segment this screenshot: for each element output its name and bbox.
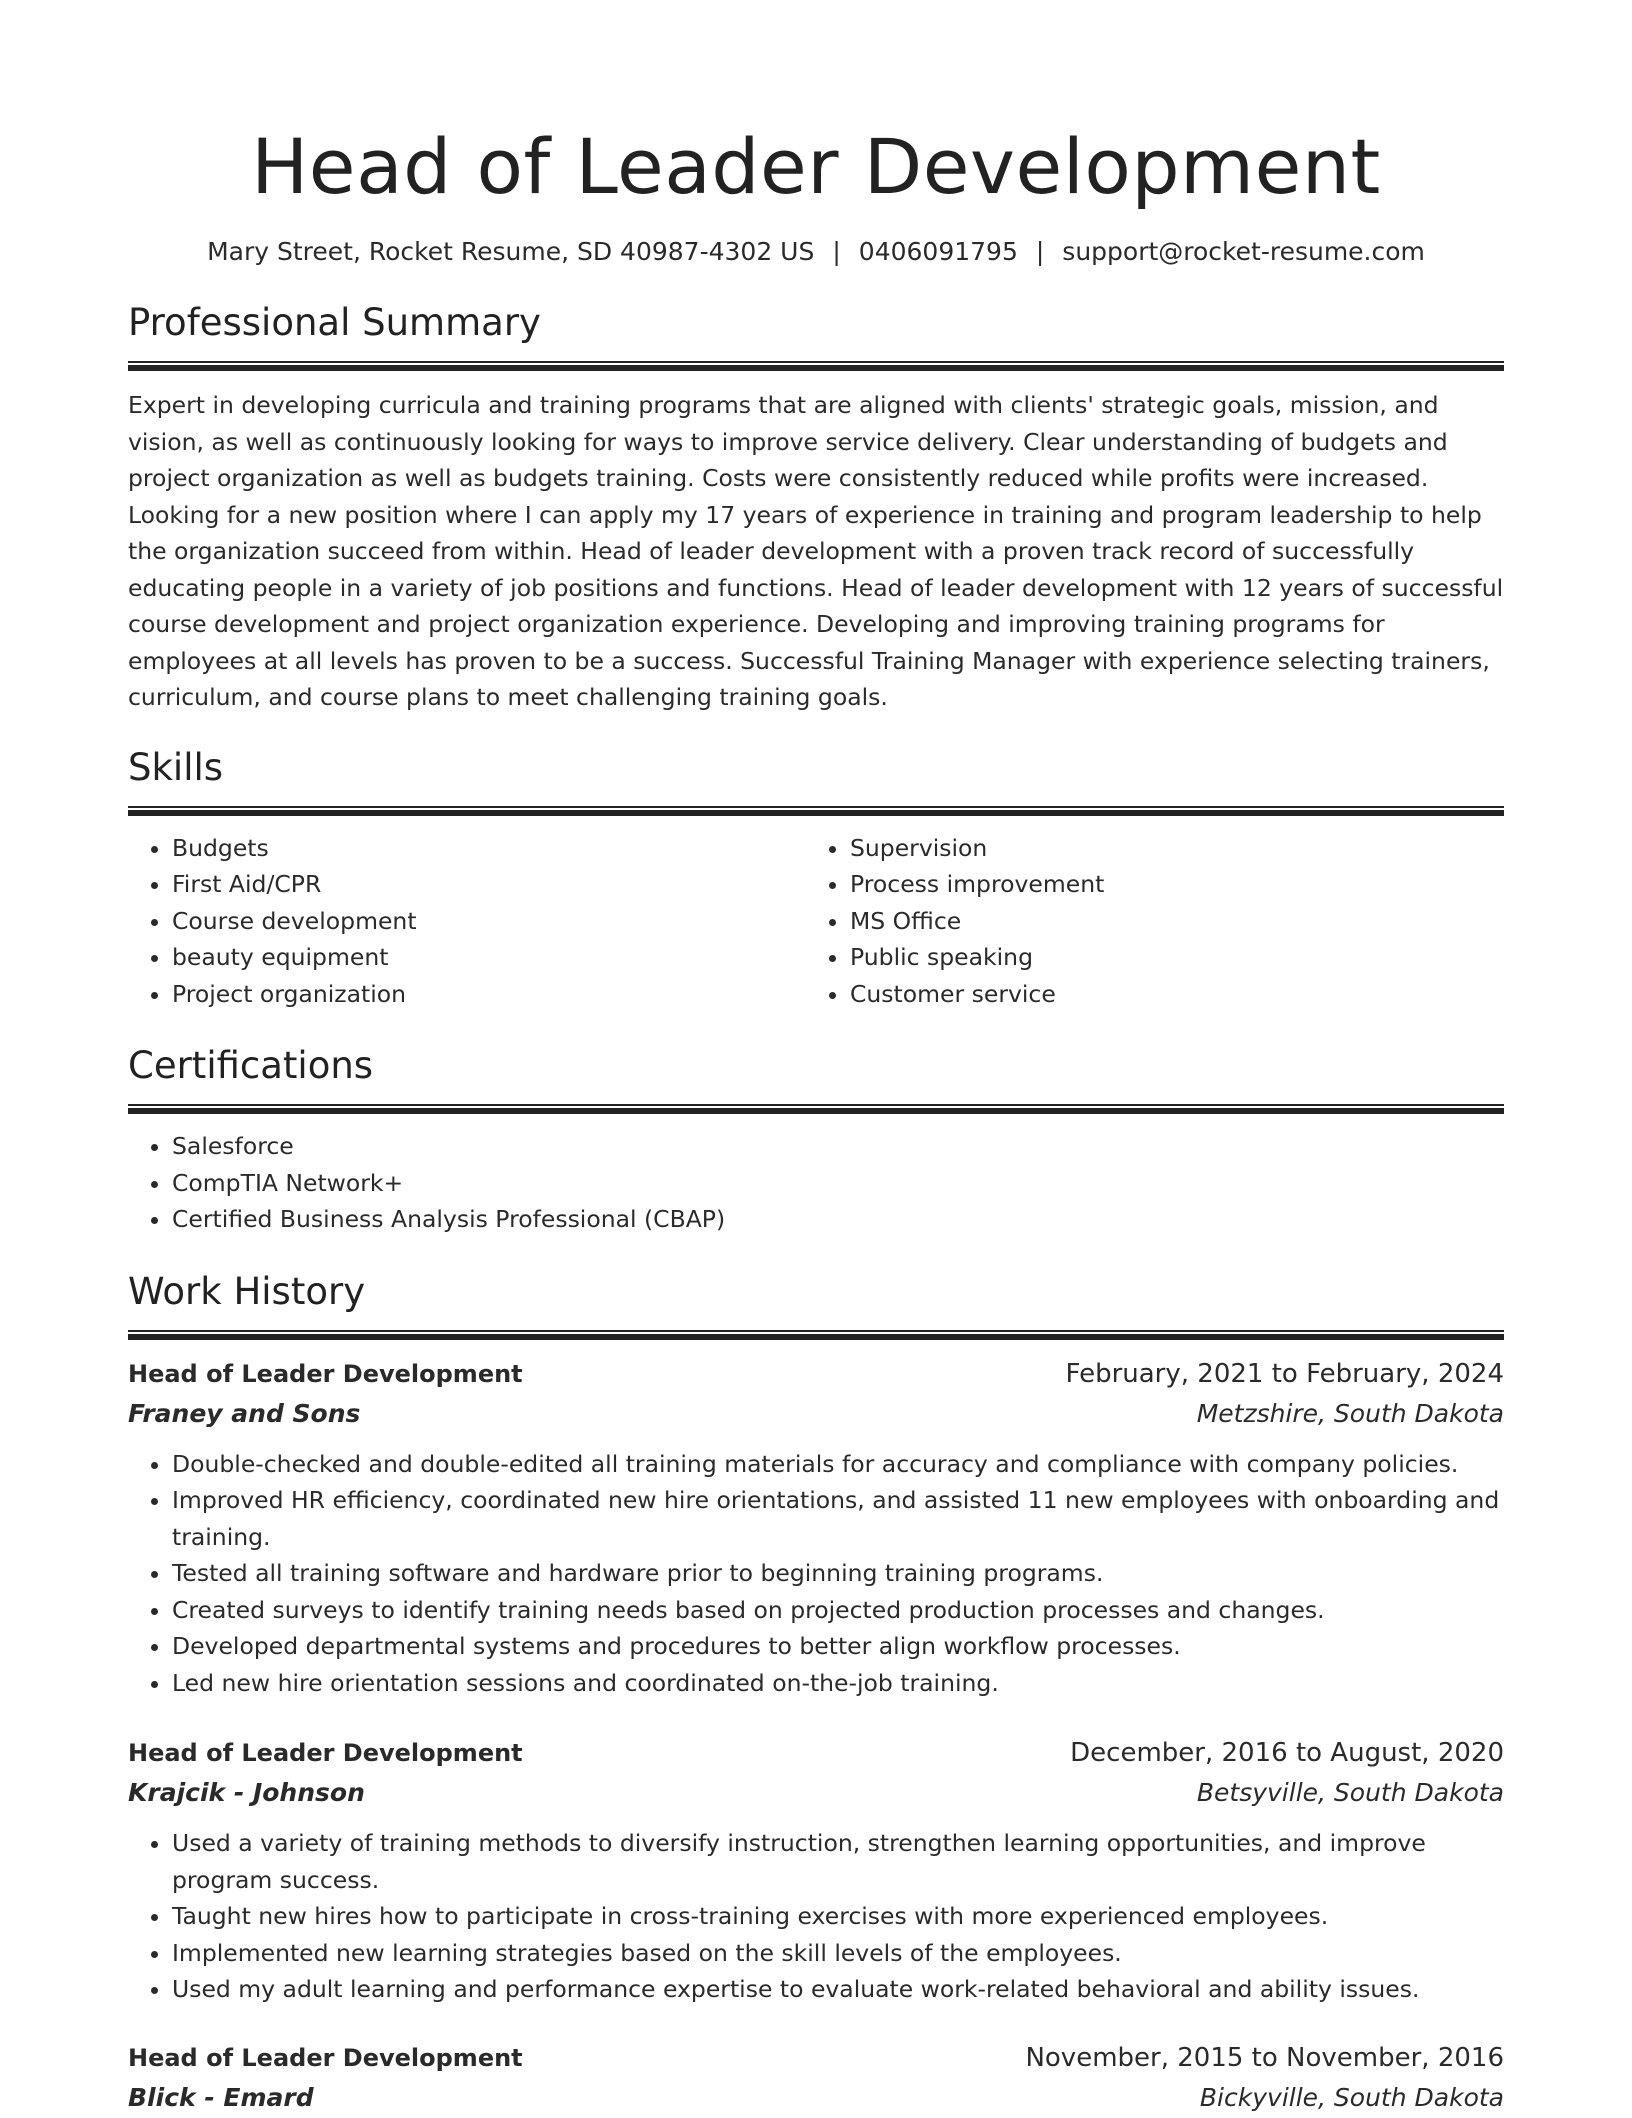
job-dates: December, 2016 to August, 2020 xyxy=(1070,1738,1504,1768)
contact-email: support@rocket-resume.com xyxy=(1062,237,1425,266)
job-location: Metzshire, South Dakota xyxy=(1196,1398,1504,1428)
job-dates: February, 2021 to February, 2024 xyxy=(1065,1358,1504,1389)
job-company: Franey and Sons xyxy=(128,1398,361,1428)
job-subheader xyxy=(128,1394,1504,1434)
job-company: Krajcik - Johnson xyxy=(128,1778,365,1807)
skill-item: • Supervision xyxy=(850,830,1484,867)
job-bullet: • Taught new hires how to participate in cross-training exercises with more experienced employees. xyxy=(172,1898,1504,1935)
skill-item: • Project organization xyxy=(172,976,806,1013)
job-bullet: • Used a variety of training methods to diversify instruction, strengthen learning opportunities, and improve program success. xyxy=(172,1825,1504,1898)
contact-phone: 0406091795 xyxy=(858,237,1018,266)
certification-item: • Certified Business Analysis Professional (CBAP) xyxy=(172,1201,1504,1238)
skill-item: • First Aid/CPR xyxy=(172,866,806,903)
skill-item: • beauty equipment xyxy=(172,939,806,976)
job-location: Betsyville, South Dakota xyxy=(1196,1778,1504,1807)
job-bullets xyxy=(128,1446,1504,1702)
skills-column-right xyxy=(806,830,1484,1013)
job-bullet: • Led new hire orientation sessions and coordinated on-the-job training. xyxy=(172,1665,1504,1702)
job-header xyxy=(128,1733,1504,1773)
skill-item: • MS Office xyxy=(850,903,1484,940)
certification-item: • Salesforce xyxy=(172,1128,1504,1165)
certifications-section xyxy=(128,1042,1504,1238)
skill-item: • Public speaking xyxy=(850,939,1484,976)
section-divider xyxy=(128,361,1504,371)
job-header xyxy=(128,1354,1504,1394)
job-title: Head of Leader Development xyxy=(128,1359,523,1388)
job-bullet: • Used my adult learning and performance expertise to evaluate work-related behavioral and ability issues. xyxy=(172,1971,1504,2008)
contact-line xyxy=(128,235,1504,269)
certifications-list xyxy=(128,1128,1504,1238)
job-bullet: • Double-checked and double-edited all training materials for accuracy and compliance with company policies. xyxy=(172,1446,1504,1483)
section-divider xyxy=(128,806,1504,816)
job-bullet: • Improved HR efficiency, coordinated new hire orientations, and assisted 11 new employees with onboarding and training. xyxy=(172,1482,1504,1555)
summary-text: Expert in developing curricula and training programs that are aligned with clients' strategic goals, mission, and vision, as well as continuously looking for ways to improve service delivery. Clear understanding of budgets and project organization as well as budgets training. Costs were consistently reduced while profits were increased. Looking for a new position where I can apply my 17 years of experience in training and program leadership to help the organization succeed from within. Head of leader development with a proven track record of successfully educating people in a variety of job positions and functions. Head of leader development with 12 years of successful course development and project organization experience. Developing and improving training programs for employees at all levels has proven to be a success. Successful Training Manager with experience selecting trainers, curriculum, and course plans to meet challenging training goals. xyxy=(128,391,1504,711)
section-divider xyxy=(128,1104,1504,1114)
job-entry xyxy=(128,2038,1504,2118)
job-location: Bickyville, South Dakota xyxy=(1199,2082,1504,2112)
job-bullet: • Implemented new learning strategies based on the skill levels of the employees. xyxy=(172,1935,1504,1972)
resume-page xyxy=(128,0,1504,2118)
job-header xyxy=(128,2038,1504,2078)
section-title-skills: Skills xyxy=(128,745,224,789)
job-title: Head of Leader Development xyxy=(128,2043,523,2072)
contact-separator: | xyxy=(1035,237,1045,266)
job-subheader xyxy=(128,1773,1504,1813)
skill-item: • Course development xyxy=(172,903,806,940)
job-bullets xyxy=(128,1825,1504,2008)
job-bullet: • Developed departmental systems and procedures to better align workflow processes. xyxy=(172,1628,1504,1665)
skills-column-left xyxy=(128,830,806,1013)
section-title-summary: Professional Summary xyxy=(128,301,541,344)
skills-section xyxy=(128,744,1504,1013)
work-history-section xyxy=(128,1268,1504,2118)
certification-item: • CompTIA Network+ xyxy=(172,1165,1504,1202)
job-bullet: • Tested all training software and hardware prior to beginning training programs. xyxy=(172,1555,1504,1592)
job-title: Head of Leader Development xyxy=(128,1739,523,1767)
contact-address: Mary Street, Rocket Resume, SD 40987-4302 US xyxy=(207,237,815,266)
section-title-certifications: Certifications xyxy=(128,1044,374,1087)
skills-columns xyxy=(128,830,1504,1013)
job-company: Blick - Emard xyxy=(128,2082,314,2112)
section-divider xyxy=(128,1330,1504,1340)
skill-item: • Budgets xyxy=(172,830,806,867)
skill-item: • Process improvement xyxy=(850,866,1484,903)
section-title-work-history: Work History xyxy=(128,1269,366,1313)
skill-item: • Customer service xyxy=(850,976,1484,1013)
job-entry xyxy=(128,1354,1504,1702)
job-dates: November, 2015 to November, 2016 xyxy=(1025,2042,1504,2073)
job-entry xyxy=(128,1733,1504,2008)
resume-name: Head of Leader Development xyxy=(251,122,1381,211)
contact-separator: | xyxy=(832,237,841,266)
summary-section xyxy=(128,299,1504,716)
job-bullet: • Created surveys to identify training needs based on projected production processes and changes. xyxy=(172,1592,1504,1629)
